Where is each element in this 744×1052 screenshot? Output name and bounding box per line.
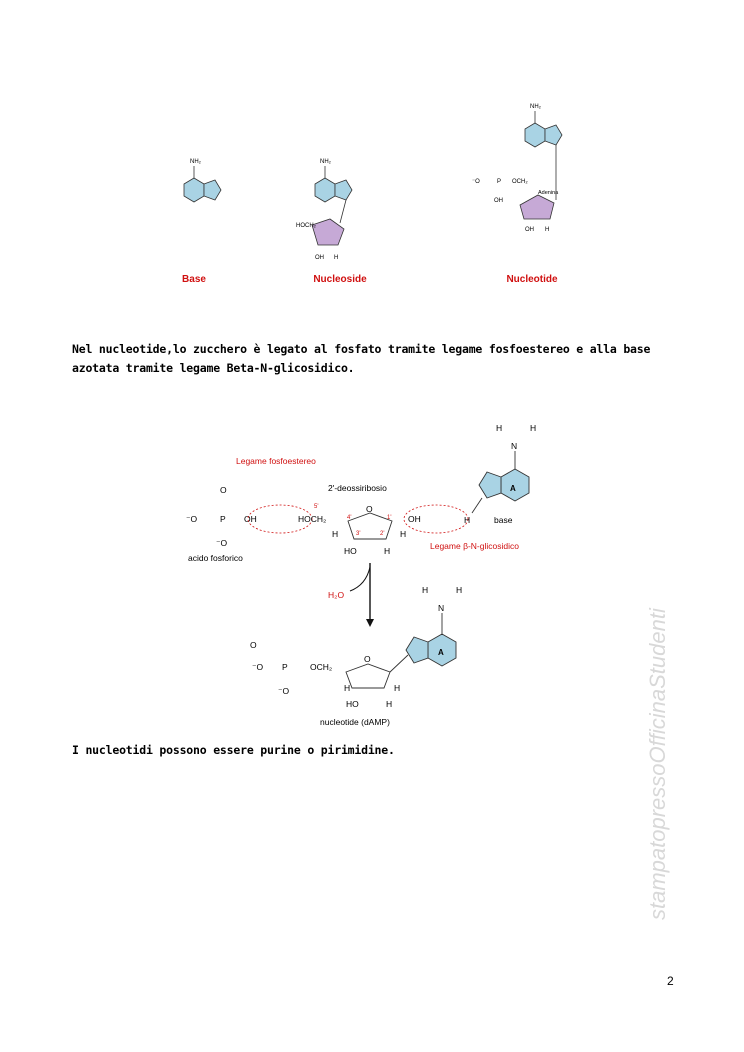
figure-condensation-reaction — [180, 415, 560, 735]
svg-text:H: H — [456, 585, 463, 595]
svg-text:H: H — [464, 515, 471, 525]
label-nucleotide: Nucleotide — [506, 274, 558, 285]
svg-text:OH: OH — [494, 198, 503, 204]
damp-structure — [250, 585, 462, 727]
svg-text:H: H — [400, 529, 407, 539]
svg-text:NH₂: NH₂ — [320, 159, 331, 165]
svg-text:A: A — [438, 648, 444, 657]
svg-text:P: P — [497, 179, 502, 185]
svg-text:⁻O: ⁻O — [278, 686, 290, 696]
svg-text:O: O — [364, 654, 371, 664]
svg-text:H: H — [496, 423, 503, 433]
svg-text:H: H — [334, 255, 339, 261]
reaction-arrowhead — [366, 619, 374, 627]
svg-text:HOCH₂: HOCH₂ — [298, 514, 327, 524]
svg-text:3': 3' — [356, 531, 361, 537]
svg-text:P: P — [220, 514, 226, 524]
svg-text:O: O — [366, 504, 373, 514]
water-released: H₂O — [328, 590, 345, 600]
svg-text:OH: OH — [408, 514, 421, 524]
svg-text:O: O — [220, 485, 227, 495]
paragraph-purine-pyrimidine: I nucleotidi possono essere purine o pirimidine. — [72, 743, 395, 757]
label-desossiribosio: 2'-deossiribosio — [328, 483, 387, 493]
svg-text:⁻O: ⁻O — [216, 538, 228, 548]
svg-text:NH₂: NH₂ — [190, 159, 201, 165]
phosphoric-acid — [186, 485, 257, 563]
svg-text:⁻O: ⁻O — [252, 662, 264, 672]
label-base: Base — [182, 274, 206, 285]
figure-base-nucleoside-nucleotide — [160, 95, 590, 295]
svg-text:4': 4' — [347, 515, 352, 521]
svg-text:⁻O: ⁻O — [186, 514, 198, 524]
svg-text:O: O — [250, 640, 257, 650]
adenine-base — [464, 423, 536, 525]
svg-text:H: H — [394, 683, 401, 693]
svg-text:H: H — [344, 683, 351, 693]
svg-text:1': 1' — [387, 515, 392, 521]
adenosine-nucleoside-structure — [296, 159, 352, 261]
svg-text:OH: OH — [244, 514, 257, 524]
svg-text:N: N — [438, 603, 445, 613]
svg-text:Adenina: Adenina — [538, 190, 559, 196]
watermark: stampatopressoOfficinaStudenti — [645, 608, 670, 920]
svg-text:NH₂: NH₂ — [530, 104, 541, 110]
label-base: base — [494, 515, 513, 525]
svg-text:H: H — [332, 529, 339, 539]
svg-text:A: A — [510, 484, 516, 493]
svg-text:⁻O: ⁻O — [472, 179, 480, 185]
svg-text:5': 5' — [314, 504, 319, 510]
svg-text:HO: HO — [346, 699, 359, 709]
label-acido-fosforico: acido fosforico — [188, 553, 243, 563]
page-number: 2 — [667, 974, 674, 988]
svg-text:H: H — [384, 546, 391, 556]
nucleotide-structure — [472, 104, 562, 233]
label-legame-glicosidico: Legame β-N-glicosidico — [430, 541, 519, 551]
label-legame-fosfoestereo: Legame fosfoestereo — [236, 456, 316, 466]
svg-text:HOCH₂: HOCH₂ — [296, 223, 316, 229]
svg-text:OCH₂: OCH₂ — [310, 662, 333, 672]
adenine-base-structure — [184, 159, 221, 202]
svg-text:OH: OH — [525, 227, 534, 233]
svg-text:H: H — [545, 227, 550, 233]
svg-text:H: H — [386, 699, 393, 709]
label-nucleoside: Nucleoside — [313, 274, 367, 285]
svg-text:H: H — [422, 585, 429, 595]
svg-text:H: H — [530, 423, 537, 433]
label-damp: nucleotide (dAMP) — [320, 717, 390, 727]
paragraph-nucleotide-bonds: Nel nucleotide,lo zucchero è legato al fosfato tramite legame fosfoestereo e alla base azotata tramite legame Beta-N-glicosidico. — [72, 342, 651, 375]
deoxyribose — [298, 504, 421, 556]
svg-text:N: N — [511, 441, 518, 451]
svg-text:OCH₂: OCH₂ — [512, 179, 528, 185]
svg-text:2': 2' — [380, 531, 385, 537]
svg-text:OH: OH — [315, 255, 324, 261]
svg-text:P: P — [282, 662, 288, 672]
svg-text:HO: HO — [344, 546, 357, 556]
